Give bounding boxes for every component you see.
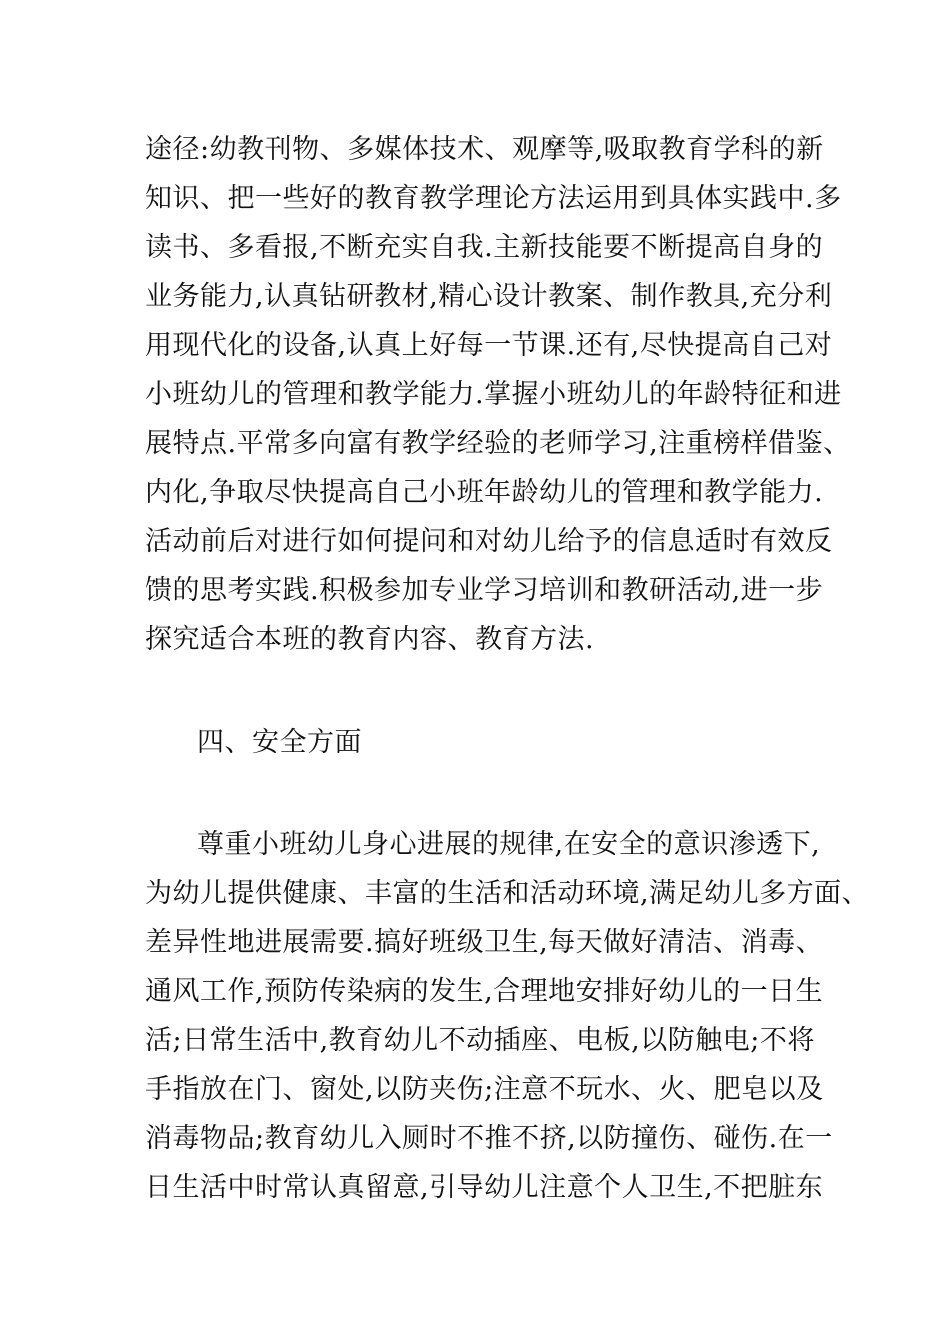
paragraph-2-line-4: 通风工作,预防传染病的发生,合理地安排好幼儿的一日生 <box>145 976 824 1007</box>
paragraph-1-line-11: 探究适合本班的教育内容、教育方法. <box>145 624 595 655</box>
paragraph-1-line-4: 业务能力,认真钻研教材,精心设计教案、制作教具,充分利 <box>145 281 833 312</box>
paragraph-2-line-2: 为幼儿提供健康、丰富的生活和活动环境,满足幼儿多方面、 <box>145 878 870 909</box>
paragraph-1-line-10: 馈的思考实践.积极参加专业学习培训和教研活动,进一步 <box>145 575 824 606</box>
paragraph-1-line-5: 用现代化的设备,认真上好每一节课.还有,尽快提高自己对 <box>145 330 833 361</box>
paragraph-2-line-7: 消毒物品;教育幼儿入厕时不推不挤,以防撞伤、碰伤.在一 <box>145 1123 833 1154</box>
paragraph-2-line-1: 尊重小班幼儿身心进展的规律,在安全的意识渗透下, <box>197 829 821 860</box>
paragraph-1-line-2: 知识、把一些好的教育教学理论方法运用到具体实践中.多 <box>145 183 842 214</box>
paragraph-2-line-8: 日生活中时常认真留意,引导幼儿注意个人卫生,不把脏东 <box>145 1172 824 1203</box>
paragraph-2-line-3: 差异性地进展需要.搞好班级卫生,每天做好清洁、消毒、 <box>145 927 824 958</box>
paragraph-1-line-7: 展特点.平常多向富有教学经验的老师学习,注重榜样借鉴、 <box>145 428 851 459</box>
paragraph-1-line-9: 活动前后对进行如何提问和对幼儿给予的信息适时有效反 <box>145 526 833 557</box>
paragraph-2-line-6: 手指放在门、窗处,以防夹伤;注意不玩水、火、肥皂以及 <box>145 1074 824 1105</box>
section-heading: 四、安全方面 <box>197 727 362 758</box>
paragraph-1-line-3: 读书、多看报,不断充实自我.主新技能要不断提高自身的 <box>145 232 824 263</box>
paragraph-1-line-8: 内化,争取尽快提高自己小班年龄幼儿的管理和教学能力. <box>145 477 824 508</box>
paragraph-1-line-6: 小班幼儿的管理和教学能力.掌握小班幼儿的年龄特征和进 <box>145 379 842 410</box>
paragraph-1-line-1: 途径:幼教刊物、多媒体技术、观摩等,吸取教育学科的新 <box>145 134 824 165</box>
paragraph-2-line-5: 活;日常生活中,教育幼儿不动插座、电板,以防触电;不将 <box>145 1025 815 1056</box>
